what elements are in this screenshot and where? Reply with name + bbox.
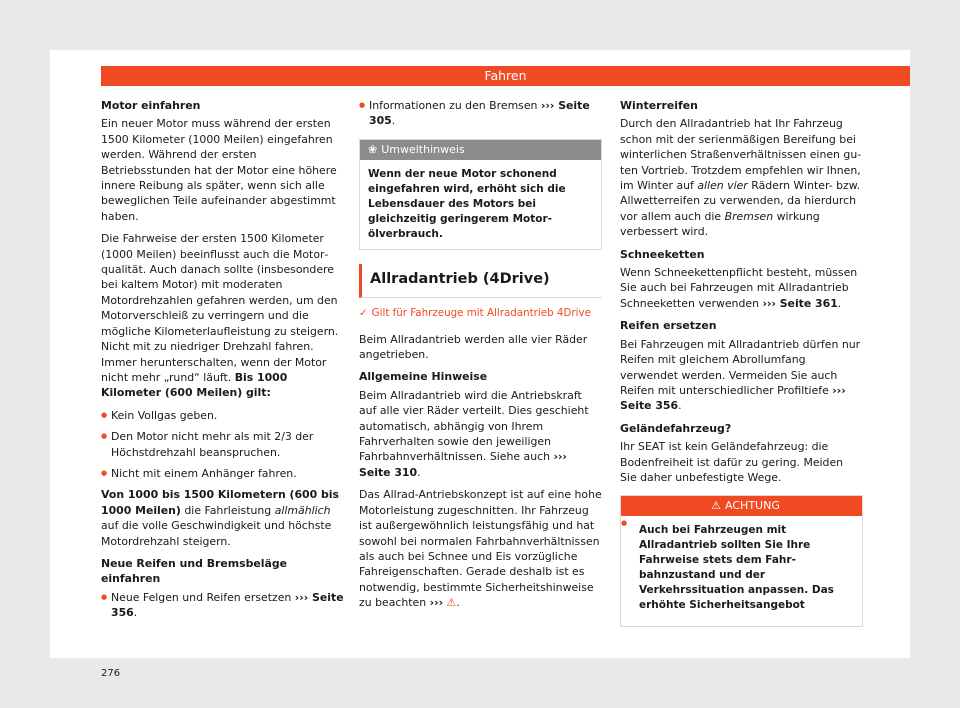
paragraph: Beim Allradantrieb wird die Antriebskraft auf alle vier Räder verteilt. Dies geschieht automatisch, abhängig von Ihrem Fahrverhalten sowie den jeweiligen Fahrbahnverhältnissen. Siehe auch ››› Seite 310. bbox=[359, 388, 589, 479]
environment-note-text: Wenn der neue Motor schonend eingefahren wird, erhöht sich die Lebensdauer des Motors bei gleichzeitig geringerem Motorölverbrauch. bbox=[368, 167, 566, 240]
environment-note-box bbox=[359, 139, 602, 250]
manual-page bbox=[50, 50, 910, 679]
heading-allgemeine-hinweise: Allgemeine Hinweise bbox=[359, 370, 488, 384]
paragraph: Ihr SEAT ist kein Geländefahrzeug: die Bodenfreiheit ist dafür zu gering. Meiden Sie daher unbefestigte Wege. bbox=[620, 440, 844, 484]
heading-motor-einfahren: Motor einfahren bbox=[101, 99, 201, 112]
page-reference-link[interactable]: ››› Seite 310 bbox=[359, 450, 567, 479]
list-item: ● Kein Vollgas geben. bbox=[101, 408, 344, 423]
paragraph: Von 1000 bis 1500 Kilometern (600 bis 1000 Meilen) die Fahrleistung allmählich auf die volle Geschwindigkeit und höchste Motordrehzahl steigern. bbox=[101, 488, 340, 548]
page-reference-link[interactable]: ››› Seite 356 bbox=[111, 590, 344, 620]
paragraph: Beim Allradantrieb werden alle vier Räder angetrieben. bbox=[359, 332, 588, 362]
warning-triangle-icon: ⚠ bbox=[711, 499, 722, 513]
list-item: ● Neue Felgen und Reifen ersetzen ››› Seite 356. bbox=[101, 590, 344, 621]
column-1 bbox=[101, 98, 344, 679]
page-reference-link[interactable]: ››› Seite 305 bbox=[369, 99, 590, 128]
warning-header: ⚠ ACHTUNG bbox=[621, 496, 862, 516]
paragraph: Bei Fahrzeugen mit Allradantrieb dürfen nur Reifen mit gleichem Abrollumfang verwendet werden. Vermeiden Sie auch Reifen mit unterschiedlicher Profiltiefe ››› Seite 356. bbox=[620, 337, 861, 413]
warning-text: ● Auch bei Fahrzeugen mit Allradantrieb sollten Sie Ihre Fahrweise stets dem Fahrbahnzustand und der Verkehrssituation anpassen. Das erhöhte Sicherheitsangebot bbox=[621, 516, 862, 620]
column-2 bbox=[359, 98, 602, 618]
page-header: Fahren bbox=[101, 66, 910, 86]
warning-box bbox=[620, 495, 863, 627]
page-reference-link[interactable]: ››› Seite 356 bbox=[620, 383, 846, 413]
section-title: Allradantrieb (4Drive) bbox=[359, 264, 602, 298]
paragraph: Die Fahrweise der ersten 1500 Kilometer (1000 Meilen) beeinflusst auch die Motorqualität. Auch danach sollte (insbesondere bei kaltem Motor) mit moderaten Motordrehzahlen gefahren werden, um den Motorverschleiß zu verringern und die mögliche Kilometerlaufleistung zu steigern. Nicht mit zu niedriger Drehzahl fahren. Immer herunterschalten, wenn der Motor nicht mehr „rund“ läuft. Bis 1000 Kilometer (600 Meilen) gilt: bbox=[101, 232, 339, 400]
heading-reifen: Neue Reifen und Bremsbeläge einfahren bbox=[101, 556, 288, 586]
check-icon: ✓ bbox=[359, 307, 368, 320]
applicability-note: ✓ Gilt für Fahrzeuge mit Allradantrieb 4Drive bbox=[359, 306, 602, 321]
paragraph: Ein neuer Motor muss während der ersten 1500 Kilometer (1000 Meilen) eingefahren werden. Während der ersten Betriebsstunden hat der Motor eine höhere innere Reibung als später, wenn sich alle beweglichen Teile aufeinander abgestimmt haben. bbox=[101, 117, 337, 223]
paragraph: Das Allrad-Antriebskonzept ist auf eine hohe Motorleistung zugeschnitten. Ihr Fahrzeug ist außergewöhnlich leistungsfähig und hat sowohl bei normalen Fahrbahnverhältnissen als auch bei Schnee und Eis vorzügliche Fahreigenschaften. Gerade deshalb ist es notwendig, bestimmte Sicherheitshinweise zu beachten ››› ⚠. bbox=[359, 488, 602, 610]
page-number: 276 bbox=[101, 668, 121, 679]
list-item: ● Informationen zu den Bremsen ››› Seite 305. bbox=[359, 98, 602, 129]
environment-note-header: ❀ Umwelthinweis bbox=[360, 140, 601, 160]
heading-schneeketten: Schneeketten bbox=[620, 247, 705, 261]
column-3 bbox=[620, 98, 863, 641]
warning-reference-link[interactable]: ››› bbox=[429, 596, 444, 610]
warning-triangle-icon: ⚠ bbox=[446, 596, 457, 610]
leaf-icon: ❀ bbox=[368, 142, 378, 156]
heading-reifen-ersetzen: Reifen ersetzen bbox=[620, 319, 717, 333]
heading-winterreifen: Winterreifen bbox=[620, 99, 698, 112]
list-item: ● Den Motor nicht mehr als mit 2/3 der Höchstdrehzahl beanspruchen. bbox=[101, 429, 344, 460]
page-reference-link[interactable]: ››› Seite 361 bbox=[762, 296, 838, 310]
paragraph: Wenn Schneekettenpflicht besteht, müssen Sie auch bei Fahrzeugen mit Allradantrieb Schneeketten verwenden ››› Seite 361. bbox=[620, 266, 858, 310]
paragraph: Durch den Allradantrieb hat Ihr Fahrzeug schon mit der serienmäßigen Bereifung bei winterlichen Straßenverhältnissen einen guten Vortrieb. Trotzdem empfehlen wir Ihnen, im Winter auf allen vier Rädern Winter- bzw. Allwetterreifen zu verwenden, da hierdurch vor allem auch die Bremsen wirkung verbessert wird. bbox=[620, 117, 862, 239]
heading-gelaendefahrzeug: Geländefahrzeug? bbox=[620, 421, 732, 435]
list-item: ● Nicht mit einem Anhänger fahren. bbox=[101, 466, 344, 481]
